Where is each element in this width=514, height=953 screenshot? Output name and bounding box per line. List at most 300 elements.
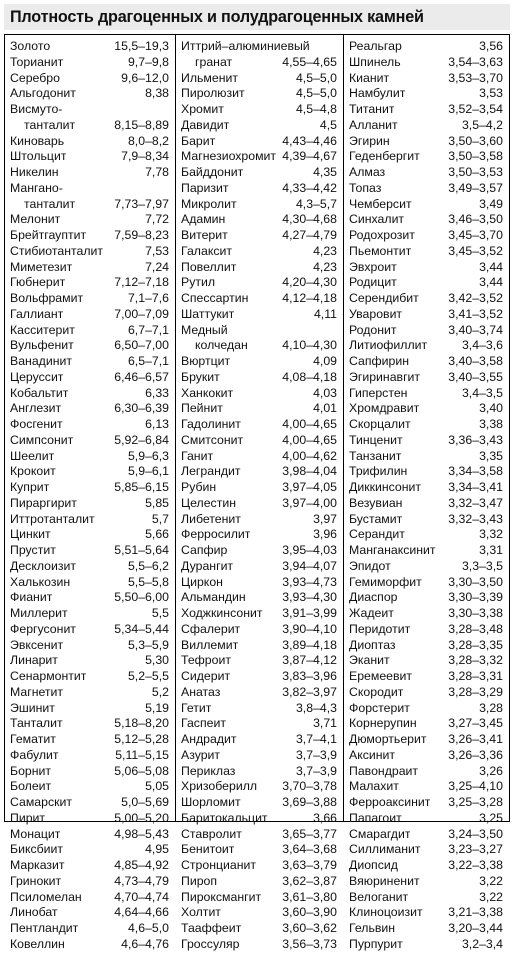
table-row [10, 449, 169, 465]
table-row [349, 921, 503, 937]
density-value: 3,54–3,63 [448, 54, 503, 69]
mineral-name: Манганаксинит [349, 543, 436, 557]
density-value: 3,28–3,32 [448, 653, 503, 668]
mineral-name: Скорцалит [349, 417, 411, 431]
density-value: 3,34–3,58 [448, 464, 503, 479]
density-value: 3,3–3,5 [461, 558, 503, 573]
mineral-name: Пентландит [10, 921, 79, 935]
mineral-name: Никелин [10, 165, 59, 179]
density-value: 3,53–3,70 [448, 70, 503, 85]
density-value: 3,7–3,9 [295, 763, 337, 778]
mineral-name: Десклоизит [10, 558, 76, 573]
mineral-name: Хромит [181, 102, 224, 116]
table-row [349, 260, 503, 276]
density-value: 3,28 [479, 700, 503, 715]
mineral-name: Гиперстен [349, 385, 408, 400]
mineral-name: Халькозин [10, 574, 71, 589]
mineral-name: Псиломелан [10, 889, 82, 904]
density-value: 3,32–3,47 [448, 495, 503, 510]
table-row [10, 291, 169, 307]
table-row [10, 732, 169, 748]
mineral-name: Ковеллин [10, 936, 65, 951]
table-row [181, 244, 337, 260]
density-value: 3,36–3,43 [448, 432, 503, 447]
table-row [349, 181, 503, 197]
density-value: 3,70–3,78 [282, 779, 337, 794]
mineral-name: Ванадинит [10, 354, 73, 368]
density-value: 3,25–3,28 [448, 795, 503, 809]
mineral-name: Гадолинит [181, 417, 241, 431]
mineral-name: Родохрозит [349, 228, 415, 242]
density-value: 4,3–5,7 [295, 196, 337, 211]
density-value: 3,96 [313, 527, 337, 542]
table-row [349, 858, 503, 874]
table-row [181, 543, 337, 559]
mineral-name: Альгодонит [10, 86, 76, 101]
mineral-name: Сидерит [181, 669, 231, 683]
table-row [349, 55, 503, 71]
mineral-name: Сенармонтит [10, 669, 87, 683]
density-value: 3,83–3,96 [282, 669, 337, 683]
table-row [10, 527, 169, 543]
table-row [10, 890, 169, 906]
density-value: 3,22 [479, 889, 503, 904]
mineral-name: Эвхроит [349, 259, 397, 274]
mineral-name: Иттротанталит [10, 511, 95, 526]
density-value: 5,50–6,00 [114, 590, 169, 605]
table-row [10, 701, 169, 717]
table-row [181, 858, 337, 874]
mineral-name: Церуссит [10, 369, 64, 384]
table-row [349, 449, 503, 465]
density-value: 3,90–4,10 [282, 621, 337, 636]
density-value: 3,22–3,38 [448, 858, 503, 872]
density-value: 5,5–5,8 [127, 574, 169, 589]
mineral-name: Кобальтит [10, 385, 69, 400]
mineral-name: гранат [195, 54, 233, 69]
density-value: 5,7 [151, 511, 169, 526]
density-value: 5,00–5,20 [114, 810, 169, 825]
density-value: 3,32 [479, 527, 503, 542]
density-value: 3,23–3,27 [448, 842, 503, 857]
density-value: 4,23 [313, 243, 337, 258]
mineral-name: Вюртцит [181, 354, 231, 368]
table-row [181, 401, 337, 417]
mineral-name: Танзанит [349, 448, 402, 463]
density-value: 3,97–4,05 [282, 480, 337, 494]
mineral-name: Фергусонит [10, 621, 76, 636]
mineral-name: Хризоберилл [181, 779, 258, 794]
table-row [181, 764, 337, 780]
mineral-name: Вяюриненит [349, 873, 420, 888]
density-value: 5,92–6,84 [114, 432, 169, 447]
table-row [10, 559, 169, 575]
mineral-name: Гетит [181, 700, 212, 715]
table-row [349, 401, 503, 417]
table-row [10, 464, 169, 480]
table-row [181, 228, 337, 244]
density-value: 3,20–3,44 [448, 921, 503, 935]
density-value: 3,50–3,53 [448, 165, 503, 179]
mineral-name: Синхалит [349, 212, 405, 227]
table-row [10, 401, 169, 417]
mineral-name: Диопсид [349, 858, 398, 872]
mineral-name: Цинкит [10, 527, 51, 542]
mineral-name: Пираргирит [10, 495, 77, 510]
density-value: 4,08–4,18 [282, 369, 337, 384]
table-row [10, 653, 169, 669]
mineral-name: Геденбергит [349, 149, 420, 164]
table-row [181, 307, 337, 323]
mineral-name: Ферросилит [181, 527, 251, 542]
mineral-name: Эшинит [10, 700, 55, 715]
table-row [349, 480, 503, 496]
table-row [181, 527, 337, 543]
table-row [10, 480, 169, 496]
mineral-name: Борнит [10, 763, 52, 778]
density-value: 3,45–3,70 [448, 228, 503, 242]
mineral-name: Ходжкинсонит [181, 606, 263, 620]
table-row [10, 937, 169, 953]
density-value: 3,26 [479, 763, 503, 778]
mineral-name: Фосгенит [10, 417, 63, 431]
mineral-name: Целестин [181, 495, 236, 510]
table-row [349, 685, 503, 701]
mineral-name: Смарагдит [349, 826, 411, 841]
density-value: 4,6–4,76 [121, 936, 169, 951]
table-row [10, 228, 169, 244]
mineral-name: Серебро [10, 70, 60, 85]
mineral-name: Пиролюзит [181, 86, 245, 101]
density-value: 3,27–3,45 [448, 716, 503, 731]
density-value: 3,89–4,18 [282, 637, 337, 652]
density-value: 4,70–4,74 [114, 889, 169, 904]
table-row [10, 606, 169, 622]
table-row [349, 905, 503, 921]
table-row [181, 181, 337, 197]
mineral-name: Рубин [181, 480, 217, 494]
table-row [10, 748, 169, 764]
mineral-name: Эгиринавгит [349, 369, 421, 384]
table-row [181, 622, 337, 638]
density-value: 3,56 [479, 39, 503, 53]
table-row [10, 338, 169, 354]
table-row [181, 291, 337, 307]
table-row [181, 701, 337, 717]
mineral-name: Ферроаксинит [349, 795, 431, 809]
density-value: 6,5–7,1 [127, 354, 169, 368]
mineral-name: Галаксит [181, 243, 232, 258]
table-row [181, 102, 337, 118]
density-value: 3,28–3,31 [448, 669, 503, 683]
mineral-name: Марказит [10, 858, 65, 872]
density-value: 3,30–3,50 [448, 574, 503, 589]
table-row [181, 197, 337, 213]
density-value: 3,32–3,43 [448, 511, 503, 526]
mineral-name: Иттрий–алюминиевый [181, 39, 310, 53]
density-value: 3,2–3,4 [461, 936, 503, 951]
table-row [181, 716, 337, 732]
density-value: 5,5–6,2 [127, 558, 169, 573]
table-row [181, 685, 337, 701]
density-value: 5,66 [145, 527, 169, 542]
density-value: 3,28–3,29 [448, 684, 503, 699]
density-value: 4,00–4,62 [282, 448, 337, 463]
mineral-name: Биксбиит [10, 842, 64, 857]
density-value: 4,27–4,79 [282, 228, 337, 242]
table-row [181, 338, 337, 354]
density-value: 4,5–5,0 [295, 70, 337, 85]
table-row [181, 590, 337, 606]
mineral-name: Родонит [349, 322, 397, 337]
mineral-name: Гроссуляр [181, 936, 240, 951]
table-row [349, 386, 503, 402]
mineral-name: Стронцианит [181, 858, 257, 872]
table-row [181, 386, 337, 402]
mineral-name: Ханкокит [181, 385, 234, 400]
table-row [181, 370, 337, 386]
table-row [349, 149, 503, 165]
mineral-name: Ставролит [181, 826, 242, 841]
table-row [181, 606, 337, 622]
mineral-name: Болеит [10, 779, 52, 794]
density-value: 6,50–7,00 [114, 338, 169, 353]
density-value: 4,03 [313, 385, 337, 400]
density-value: 5,9–6,1 [127, 464, 169, 479]
density-value: 5,30 [145, 653, 169, 668]
mineral-name: Гринокит [10, 873, 62, 888]
density-value: 3,45–3,52 [448, 243, 503, 258]
table-row [10, 795, 169, 811]
table-row [181, 354, 337, 370]
table-row [10, 71, 169, 87]
density-value: 3,50–3,60 [448, 133, 503, 148]
mineral-name: Перидотит [349, 621, 411, 636]
density-value: 8,15–8,89 [114, 117, 169, 132]
density-value: 3,28–3,48 [448, 621, 503, 636]
mineral-name: Жадеит [349, 606, 394, 620]
mineral-name: Ганит [181, 448, 214, 463]
density-value: 3,7–3,9 [295, 747, 337, 762]
mineral-name: Форстерит [349, 700, 410, 715]
mineral-name: Мангано- [10, 180, 63, 195]
mineral-name: Ильменит [181, 70, 239, 85]
density-value: 4,5–5,0 [295, 86, 337, 101]
mineral-name: Адамин [181, 212, 226, 227]
density-value: 4,64–4,66 [114, 905, 169, 920]
table-row [181, 921, 337, 937]
density-value: 4,98–5,43 [114, 826, 169, 841]
density-value: 6,46–6,57 [114, 369, 169, 384]
density-value: 3,82–3,97 [282, 684, 337, 699]
density-value: 7,12–7,18 [114, 275, 169, 290]
density-value: 4,10–4,30 [282, 338, 337, 353]
density-value: 3,93–4,73 [282, 574, 337, 589]
table-row [10, 260, 169, 276]
mineral-name: Эгирин [349, 133, 390, 148]
density-value: 5,12–5,28 [114, 732, 169, 746]
density-value: 5,85–6,15 [114, 480, 169, 494]
density-value: 4,5 [319, 117, 337, 132]
table-row [349, 212, 503, 228]
density-value: 3,91–3,99 [282, 606, 337, 620]
density-value: 4,6–5,0 [127, 921, 169, 935]
table-row [10, 575, 169, 591]
table-row [349, 354, 503, 370]
density-value: 7,00–7,09 [114, 306, 169, 321]
table-row [181, 890, 337, 906]
mineral-name: Пироксмангит [181, 889, 262, 904]
mineral-name: Шорломит [181, 795, 241, 809]
mineral-name: Штольцит [10, 149, 67, 164]
mineral-name: Куприт [10, 480, 50, 494]
mineral-name: Баритокальцит [181, 810, 268, 825]
table-row [10, 764, 169, 780]
density-value: 3,41–3,52 [448, 306, 503, 321]
mineral-name: Паризит [181, 180, 229, 195]
table-column-3 [343, 35, 509, 951]
table-row [181, 669, 337, 685]
density-value: 4,30–4,68 [282, 212, 337, 227]
mineral-name: Танталит [10, 716, 63, 731]
table-row [10, 102, 169, 118]
density-value: 5,34–5,44 [114, 621, 169, 636]
mineral-name: Сапфирин [349, 354, 410, 368]
mineral-name: Скородит [349, 684, 404, 699]
mineral-name: Монацит [10, 826, 61, 841]
table-row [349, 559, 503, 575]
table-row [181, 417, 337, 433]
table-row [349, 323, 503, 339]
density-value: 5,18–8,20 [114, 716, 169, 731]
density-value: 5,11–5,15 [115, 747, 169, 762]
mineral-name: Галлиант [10, 306, 64, 321]
density-value: 4,5–4,8 [295, 102, 337, 116]
table-row [349, 71, 503, 87]
mineral-name: Фабулит [10, 747, 59, 762]
table-row [349, 842, 503, 858]
mineral-name: Леграндит [181, 464, 241, 479]
density-value: 3,40–3,55 [448, 369, 503, 384]
density-value: 3,30–3,39 [448, 590, 503, 605]
table-row [10, 354, 169, 370]
table-row [349, 779, 503, 795]
density-value: 6,30–6,39 [114, 401, 169, 416]
table-row [10, 134, 169, 150]
table-row [349, 102, 503, 118]
table-row [349, 827, 503, 843]
density-value: 7,24 [145, 259, 169, 274]
density-value: 3,42–3,52 [448, 291, 503, 305]
mineral-name: Крокоит [10, 464, 56, 479]
density-value: 3,61–3,80 [282, 889, 337, 904]
density-value: 6,33 [145, 385, 169, 400]
table-row [181, 118, 337, 134]
density-table [4, 34, 510, 951]
mineral-name: Тааффеит [181, 921, 242, 935]
table-row [181, 795, 337, 811]
mineral-name: Серендибит [349, 291, 419, 305]
density-value: 3,25–4,10 [448, 779, 503, 794]
table-row [181, 464, 337, 480]
table-row [181, 653, 337, 669]
table-row [181, 842, 337, 858]
mineral-name: Медный [181, 322, 228, 337]
table-row [181, 874, 337, 890]
density-value: 3,63–3,79 [282, 858, 337, 872]
table-row [181, 811, 337, 827]
table-row [10, 811, 169, 827]
density-value: 3,31 [479, 543, 503, 557]
mineral-name: Миллерит [10, 606, 68, 620]
table-row [349, 433, 503, 449]
table-column-1 [5, 35, 175, 951]
table-row [349, 716, 503, 732]
table-row [349, 874, 503, 890]
density-value: 5,85 [145, 495, 169, 510]
mineral-name: Самарскит [10, 795, 73, 809]
table-row [181, 55, 337, 71]
mineral-name: Смитсонит [181, 432, 244, 447]
table-row [349, 134, 503, 150]
table-row [349, 653, 503, 669]
density-value: 3,40 [479, 401, 503, 416]
table-row [181, 779, 337, 795]
mineral-name: Дурангит [181, 558, 234, 573]
table-row [181, 149, 337, 165]
density-value: 3,21–3,38 [448, 905, 503, 920]
density-value: 4,33–4,42 [282, 180, 337, 195]
table-row [181, 323, 337, 339]
table-row [10, 779, 169, 795]
density-value: 3,71 [313, 716, 337, 731]
mineral-name: танталит [24, 117, 76, 132]
mineral-name: Велоганит [349, 889, 409, 904]
mineral-name: Линобат [10, 905, 58, 920]
table-row [10, 622, 169, 638]
mineral-name: Эвксенит [10, 637, 64, 652]
density-value: 3,98–4,04 [282, 464, 337, 479]
mineral-name: Родицит [349, 275, 397, 290]
table-row [349, 464, 503, 480]
density-value: 3,28–3,35 [448, 637, 503, 652]
mineral-name: Прустит [10, 543, 56, 557]
table-row [349, 606, 503, 622]
table-row [10, 55, 169, 71]
density-value: 3,22 [479, 873, 503, 888]
table-row [10, 149, 169, 165]
table-row [349, 275, 503, 291]
density-value: 5,0–5,69 [121, 795, 169, 809]
mineral-name: Линарит [10, 653, 58, 668]
mineral-name: Миметезит [10, 259, 73, 274]
mineral-name: Киноварь [10, 133, 65, 148]
mineral-name: Папагоит [349, 810, 402, 825]
table-row [349, 244, 503, 260]
density-value: 4,35 [313, 165, 337, 179]
table-row [10, 307, 169, 323]
mineral-name: Пейнит [181, 401, 223, 416]
table-row [181, 905, 337, 921]
table-row [181, 638, 337, 654]
density-value: 3,66 [313, 810, 337, 825]
mineral-name: Корнерупин [349, 716, 417, 731]
table-row [181, 134, 337, 150]
density-value: 3,95–4,03 [282, 543, 337, 557]
density-value: 4,09 [313, 354, 337, 368]
mineral-name: Силлиманит [349, 842, 421, 857]
density-value: 3,26–3,41 [448, 732, 503, 746]
